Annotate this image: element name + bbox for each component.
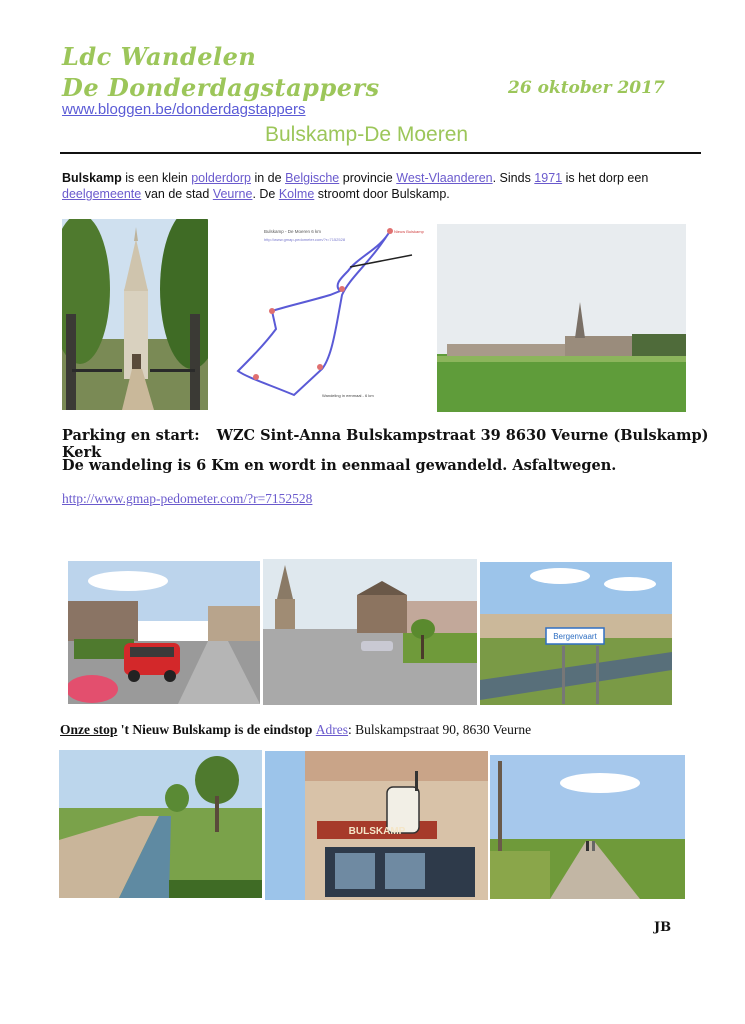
intro-t8: stroomt door Bulskamp. xyxy=(314,187,450,201)
cafe-sign-text: BULSKAMP xyxy=(348,826,406,837)
blog-link[interactable]: www.bloggen.be/donderdagstappers xyxy=(62,101,306,118)
parking-label: Parking en start: xyxy=(62,427,200,444)
map-start: Nieuw Bulskamp xyxy=(394,229,424,234)
intro-bulskamp: Bulskamp xyxy=(62,171,122,185)
footer-initials: JB xyxy=(654,920,672,935)
adres-value: : Bulskampstraat 90, 8630 Veurne xyxy=(348,722,532,737)
stop-line xyxy=(60,722,531,738)
photo-village-square xyxy=(263,559,477,705)
route-title: Bulskamp-De Moeren xyxy=(265,123,469,146)
parking-value: WZC Sint-Anna Bulskampstraat 39 8630 Veurne (Bulskamp) Kerk xyxy=(62,427,709,461)
intro-t2: in de xyxy=(251,171,286,185)
intro-paragraph xyxy=(62,170,702,202)
header-divider xyxy=(60,152,701,154)
link-polderdorp[interactable]: polderdorp xyxy=(191,171,251,185)
photo-polder-field xyxy=(437,224,686,412)
photo-canal-tree xyxy=(59,750,262,898)
photo-country-road xyxy=(490,755,685,899)
header-date: 26 oktober 2017 xyxy=(508,78,665,98)
intro-t7: . De xyxy=(252,187,279,201)
link-belgische[interactable]: Belgische xyxy=(285,171,340,185)
link-west-vlaanderen[interactable]: West-Vlaanderen xyxy=(396,171,493,185)
link-kolme[interactable]: Kolme xyxy=(278,187,315,201)
intro-t1: is een klein xyxy=(121,171,192,185)
parking-line xyxy=(62,427,745,461)
adres-link[interactable]: Adres xyxy=(315,722,349,737)
stop-text: 't Nieuw Bulskamp is de eindstop xyxy=(117,722,316,737)
route-map xyxy=(230,219,431,410)
link-deelgemeente[interactable]: deelgemeente xyxy=(62,187,142,201)
sign-bergenvaart: Bergenvaart xyxy=(553,632,597,641)
stop-label: Onze stop xyxy=(60,722,118,737)
walk-info: De wandeling is 6 Km en wordt in eenmaal gewandeld. Asfaltwegen. xyxy=(62,457,617,474)
photo-bergenvaart xyxy=(480,562,672,705)
map-header: Bulskamp - De Moeren 6 km xyxy=(264,229,322,234)
photo-street-red-car xyxy=(68,561,260,704)
photo-church-avenue xyxy=(62,219,208,410)
intro-t5: is het dorp een xyxy=(562,171,649,185)
intro-t3: provincie xyxy=(339,171,397,185)
header-line1: Ldc Wandelen xyxy=(62,42,257,71)
map-link: http://www.gmap-pedometer.com/?r=7152528 xyxy=(264,237,346,242)
photo-cafe-nieuw-bulskamp xyxy=(265,751,488,900)
link-1971[interactable]: 1971 xyxy=(534,171,563,185)
map-caption: Wandeling in eenmaal - 6 km xyxy=(322,393,374,398)
pedometer-link[interactable]: http://www.gmap-pedometer.com/?r=7152528 xyxy=(62,491,313,506)
intro-t6: van de stad xyxy=(141,187,213,201)
intro-t4: . Sinds xyxy=(492,171,535,185)
header-line2: De Donderdagstappers xyxy=(62,73,380,102)
link-veurne[interactable]: Veurne xyxy=(212,187,253,201)
